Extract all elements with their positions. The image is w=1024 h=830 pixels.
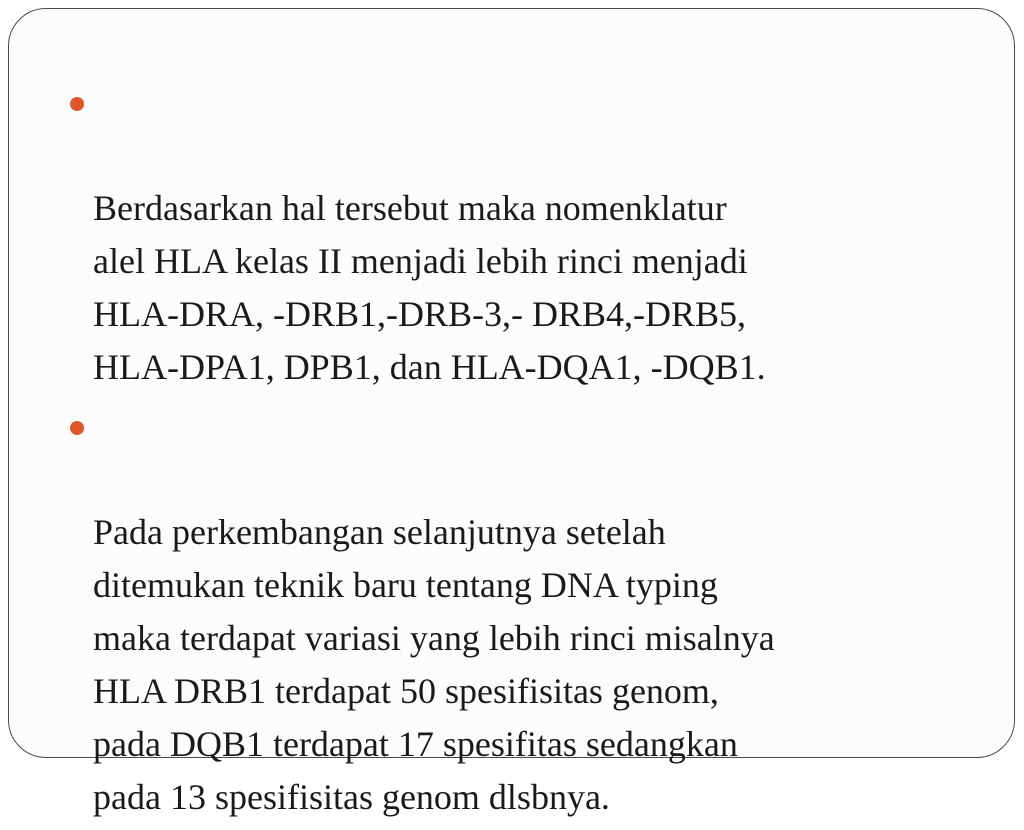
bullet-text-2: Pada perkembangan selanjutnya setelah ditemukan teknik baru tentang DNA typing maka terdapat variasi yang lebih rinci misalnya HLA DRB1 terdapat 50 spesifisitas genom, pada DQB1 terdapat 17 spesifitas sedangkan pada 13 spesifisitas genom dlsbnya. (93, 512, 775, 817)
slide-content (64, 76, 964, 830)
bullet-list (64, 76, 964, 824)
bullet-dot-icon (70, 421, 84, 435)
bullet-item-2 (64, 400, 964, 824)
bullet-item-1 (64, 76, 964, 394)
bullet-dot-icon (70, 97, 84, 111)
bullet-text-1: Berdasarkan hal tersebut maka nomenklatur alel HLA kelas II menjadi lebih rinci menjadi HLA-DRA, -DRB1,-DRB-3,- DRB4,-DRB5, HLA-DPA1, DPB1, dan HLA-DQA1, -DQB1. (93, 188, 766, 387)
